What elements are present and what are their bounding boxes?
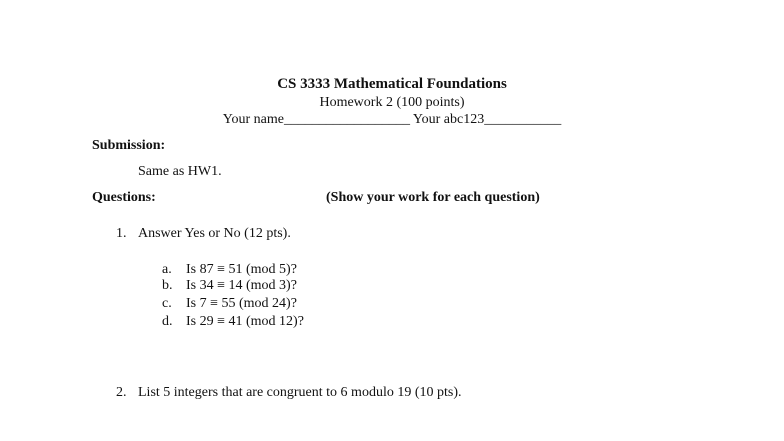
question-1-number: 1. bbox=[116, 226, 127, 241]
question-2-number: 2. bbox=[116, 385, 127, 400]
question-1-text: Answer Yes or No (12 pts). bbox=[138, 226, 291, 241]
item-letter: c. bbox=[162, 296, 172, 311]
question-2-text: List 5 integers that are congruent to 6 modulo 19 (10 pts). bbox=[138, 385, 462, 400]
item-letter: d. bbox=[162, 314, 173, 329]
questions-note: (Show your work for each question) bbox=[326, 190, 540, 205]
questions-heading: Questions: bbox=[92, 190, 156, 205]
item-letter: a. bbox=[162, 262, 172, 277]
homework-subtitle: Homework 2 (100 points) bbox=[319, 95, 465, 110]
submission-text: Same as HW1. bbox=[138, 164, 222, 179]
name-fill-line: Your name__________________ Your abc123___________ bbox=[222, 112, 562, 127]
submission-heading: Submission: bbox=[92, 138, 166, 153]
item-text: Is 29 ≡ 41 (mod 12)? bbox=[186, 314, 304, 329]
item-text: Is 87 ≡ 51 (mod 5)? bbox=[186, 262, 297, 277]
item-text: Is 7 ≡ 55 (mod 24)? bbox=[186, 296, 297, 311]
item-letter: b. bbox=[162, 278, 173, 293]
item-text: Is 34 ≡ 14 (mod 3)? bbox=[186, 278, 297, 293]
document-title: CS 3333 Mathematical Foundations bbox=[277, 76, 507, 92]
